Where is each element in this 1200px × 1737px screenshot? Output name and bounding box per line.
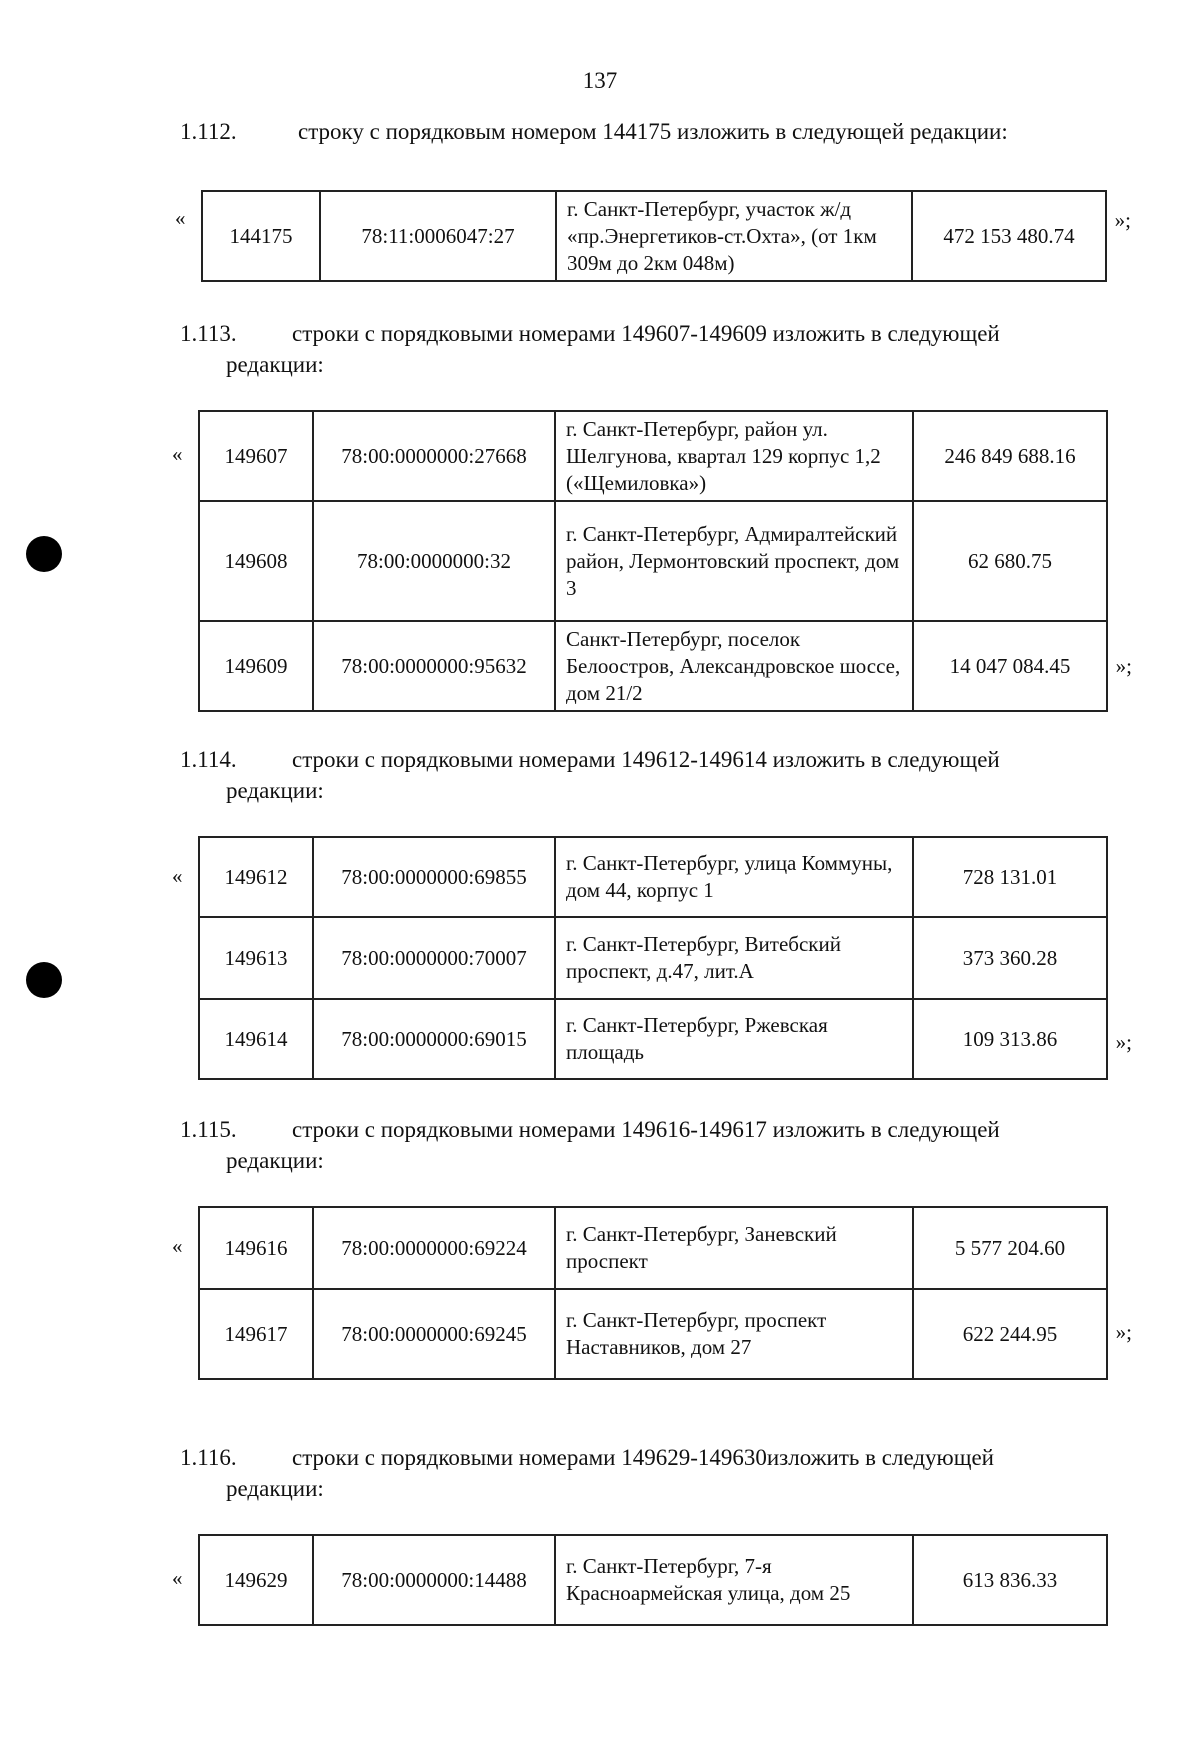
row-number: 149629	[199, 1535, 313, 1625]
section-number: 1.112.	[180, 119, 237, 144]
table-row	[199, 1289, 1107, 1379]
address: г. Санкт-Петербург, Витебский проспект, д.47, лит.А	[555, 917, 913, 999]
section-continuation: редакции:	[226, 778, 324, 803]
address: г. Санкт-Петербург, Заневский проспект	[555, 1207, 913, 1289]
value: 109 313.86	[913, 999, 1107, 1079]
section-text: строки с порядковыми номерами 149607-149609 изложить в следующей	[292, 321, 1000, 346]
page-number: 137	[582, 68, 618, 93]
close-quote: »;	[1115, 1030, 1132, 1054]
address: г. Санкт-Петербург, участок ж/д «пр.Энергетиков-ст.Охта», (от 1км 309м до 2км 048м)	[556, 191, 912, 281]
value: 246 849 688.16	[913, 411, 1107, 501]
row-number: 149607	[199, 411, 313, 501]
cadastral-number: 78:00:0000000:95632	[313, 621, 555, 711]
row-number: 149613	[199, 917, 313, 999]
section-heading	[180, 318, 1148, 380]
open-quote: «	[175, 206, 186, 230]
section-number: 1.113.	[180, 321, 237, 346]
cadastral-number: 78:00:0000000:14488	[313, 1535, 555, 1625]
section-heading	[180, 1442, 1148, 1504]
address: Санкт-Петербург, поселок Белоостров, Александровское шоссе, дом 21/2	[555, 621, 913, 711]
section-1-112	[180, 116, 1148, 147]
table-row	[199, 999, 1107, 1079]
section-1-115	[180, 1114, 1148, 1176]
table-1-114	[172, 836, 1132, 1080]
section-continuation: редакции:	[226, 352, 324, 377]
address: г. Санкт-Петербург, Ржевская площадь	[555, 999, 913, 1079]
value: 728 131.01	[913, 837, 1107, 917]
close-quote: »;	[1115, 1320, 1132, 1344]
address: г. Санкт-Петербург, улица Коммуны, дом 44, корпус 1	[555, 837, 913, 917]
punch-hole-dot	[26, 536, 62, 572]
section-heading	[180, 744, 1148, 806]
open-quote: «	[172, 442, 183, 466]
open-quote: «	[172, 864, 183, 888]
table-row	[199, 1535, 1107, 1625]
value: 373 360.28	[913, 917, 1107, 999]
section-continuation: редакции:	[226, 1476, 324, 1501]
value: 472 153 480.74	[912, 191, 1106, 281]
value: 622 244.95	[913, 1289, 1107, 1379]
cadastral-number: 78:00:0000000:69855	[313, 837, 555, 917]
row-number: 144175	[202, 191, 320, 281]
table-row	[199, 917, 1107, 999]
row-number: 149608	[199, 501, 313, 621]
cadastral-number: 78:00:0000000:69245	[313, 1289, 555, 1379]
open-quote: «	[172, 1234, 183, 1258]
cadastral-number: 78:00:0000000:27668	[313, 411, 555, 501]
section-heading	[180, 1114, 1148, 1176]
row-number: 149617	[199, 1289, 313, 1379]
section-text: строки с порядковыми номерами 149629-149630изложить в следующей	[292, 1445, 994, 1470]
close-quote: »;	[1114, 208, 1131, 232]
cadastral-number: 78:00:0000000:32	[313, 501, 555, 621]
address: г. Санкт-Петербург, 7-я Красноармейская улица, дом 25	[555, 1535, 913, 1625]
cadastral-number: 78:00:0000000:69015	[313, 999, 555, 1079]
value: 62 680.75	[913, 501, 1107, 621]
row-number: 149614	[199, 999, 313, 1079]
table-row	[202, 191, 1106, 281]
section-number: 1.115.	[180, 1117, 237, 1142]
table-row	[199, 501, 1107, 621]
cadastral-number: 78:00:0000000:69224	[313, 1207, 555, 1289]
row-number: 149612	[199, 837, 313, 917]
section-continuation: редакции:	[226, 1148, 324, 1173]
section-heading	[180, 116, 1148, 147]
table-1-113	[172, 410, 1132, 712]
address: г. Санкт-Петербург, проспект Наставников, дом 27	[555, 1289, 913, 1379]
value: 613 836.33	[913, 1535, 1107, 1625]
section-number: 1.116.	[180, 1445, 237, 1470]
table-row	[199, 837, 1107, 917]
section-text: строки с порядковыми номерами 149616-149617 изложить в следующей	[292, 1117, 1000, 1142]
row-number: 149616	[199, 1207, 313, 1289]
address: г. Санкт-Петербург, район ул. Шелгунова, квартал 129 корпус 1,2 («Щемиловка»)	[555, 411, 913, 501]
cadastral-number: 78:11:0006047:27	[320, 191, 556, 281]
table-1-115	[172, 1206, 1132, 1380]
open-quote: «	[172, 1566, 183, 1590]
punch-hole-dot	[26, 962, 62, 998]
value: 5 577 204.60	[913, 1207, 1107, 1289]
section-text: строки с порядковыми номерами 149612-149614 изложить в следующей	[292, 747, 1000, 772]
table-1-116	[172, 1534, 1106, 1626]
section-1-114	[180, 744, 1148, 806]
section-text: строку с порядковым номером 144175 изложить в следующей редакции:	[298, 119, 1008, 144]
section-number: 1.114.	[180, 747, 237, 772]
close-quote: »;	[1115, 654, 1132, 678]
table-row	[199, 621, 1107, 711]
cadastral-number: 78:00:0000000:70007	[313, 917, 555, 999]
table-row	[199, 1207, 1107, 1289]
section-1-116	[180, 1442, 1148, 1504]
value: 14 047 084.45	[913, 621, 1107, 711]
table-1-112	[175, 190, 1131, 282]
address: г. Санкт-Петербург, Адмиралтейский район, Лермонтовский проспект, дом 3	[555, 501, 913, 621]
row-number: 149609	[199, 621, 313, 711]
section-1-113	[180, 318, 1148, 380]
table-row	[199, 411, 1107, 501]
